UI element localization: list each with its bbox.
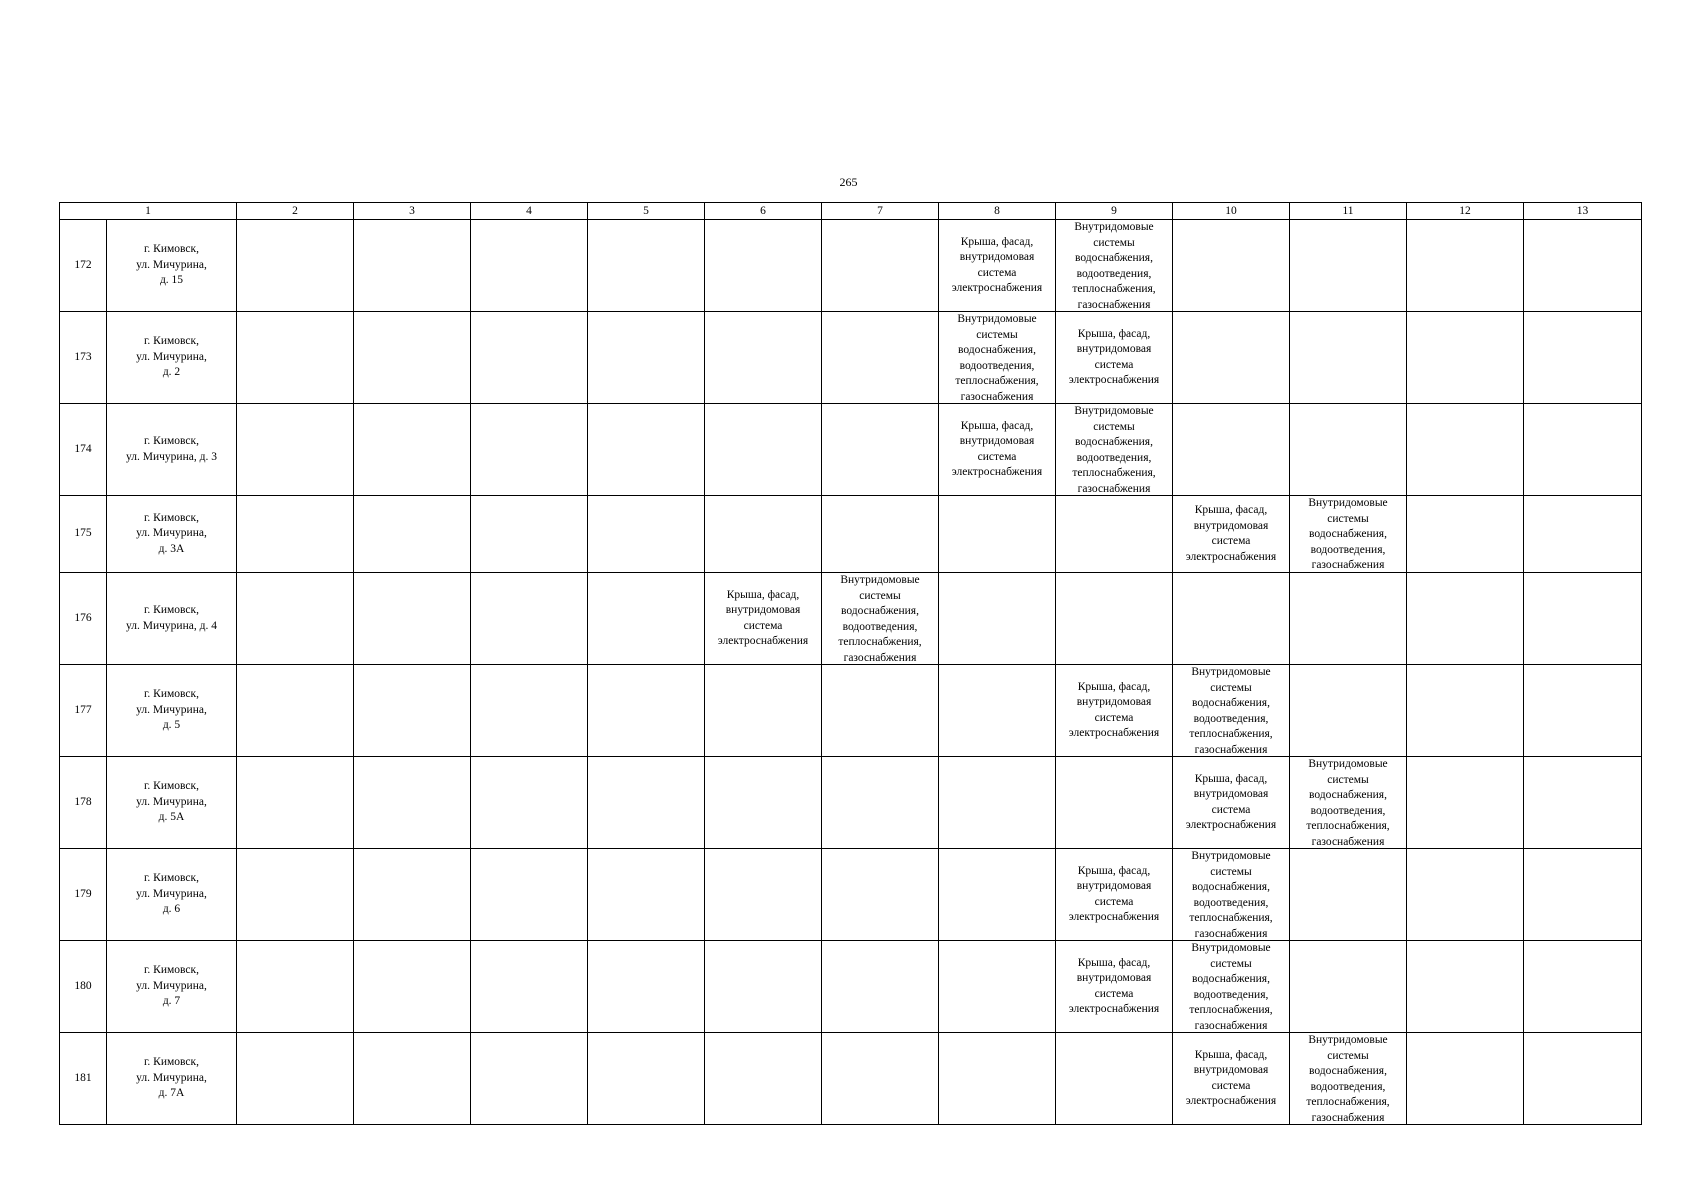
work-cell: [939, 220, 1056, 312]
column-header: 9: [1056, 203, 1173, 220]
work-cell: [1407, 573, 1524, 665]
address-cell: [107, 312, 237, 404]
table-body: [60, 220, 1642, 1125]
work-cell: [1524, 849, 1642, 941]
work-cell: [471, 312, 588, 404]
work-cell: [1524, 665, 1642, 757]
work-cell: [354, 941, 471, 1033]
address-cell: [107, 941, 237, 1033]
work-cell: [822, 1033, 939, 1125]
work-text: Крыша, фасад, внутридомовая система электроснабжения: [1185, 504, 1277, 563]
work-cell: [588, 404, 705, 496]
work-cell: [237, 404, 354, 496]
work-cell: [1173, 1033, 1290, 1125]
work-cell: [237, 312, 354, 404]
work-cell: [1056, 404, 1173, 496]
column-number-row: [60, 203, 1642, 220]
work-cell: [237, 665, 354, 757]
work-cell: [822, 220, 939, 312]
work-text: Крыша, фасад, внутридомовая система электроснабжения: [1185, 1048, 1277, 1107]
work-cell: [705, 757, 822, 849]
work-cell: [705, 665, 822, 757]
work-cell: [1407, 220, 1524, 312]
work-cell: [1056, 757, 1173, 849]
work-cell: [1524, 220, 1642, 312]
row-number: 181: [60, 1033, 107, 1125]
table-row: [60, 849, 1642, 941]
column-header: 4: [471, 203, 588, 220]
work-cell: [1056, 573, 1173, 665]
column-header: 13: [1524, 203, 1642, 220]
work-cell: [588, 849, 705, 941]
work-cell: [705, 941, 822, 1033]
address-text: г. Кимовск, ул. Мичурина, д. 15: [136, 243, 207, 287]
work-cell: [471, 404, 588, 496]
work-text: Внутридомовые системы водоснабжения, водоотведения, теплоснабжения, газоснабжения: [1072, 221, 1156, 311]
work-cell: [1524, 1033, 1642, 1125]
work-cell: [1173, 404, 1290, 496]
address-text: г. Кимовск, ул. Мичурина, д. 6: [136, 872, 207, 916]
work-text: Крыша, фасад, внутридомовая система электроснабжения: [1185, 772, 1277, 831]
work-cell: [1173, 573, 1290, 665]
work-cell: [237, 496, 354, 573]
work-cell: [1290, 573, 1407, 665]
work-cell: [1290, 1033, 1407, 1125]
table-row: [60, 1033, 1642, 1125]
work-cell: [939, 573, 1056, 665]
work-cell: [588, 757, 705, 849]
work-text: Внутридомовые системы водоснабжения, водоотведения, теплоснабжения, газоснабжения: [1306, 758, 1390, 848]
row-number: 179: [60, 849, 107, 941]
work-cell: [588, 665, 705, 757]
work-cell: [1524, 573, 1642, 665]
work-text: Крыша, фасад, внутридомовая система электроснабжения: [1068, 327, 1160, 386]
work-cell: [939, 1033, 1056, 1125]
row-number: 178: [60, 757, 107, 849]
work-cell: [1290, 404, 1407, 496]
work-cell: [471, 665, 588, 757]
work-cell: [822, 849, 939, 941]
work-cell: [354, 496, 471, 573]
work-cell: [471, 849, 588, 941]
work-cell: [588, 573, 705, 665]
work-text: Внутридомовые системы водоснабжения, водоотведения, теплоснабжения, газоснабжения: [1189, 666, 1273, 756]
work-text: Внутридомовые системы водоснабжения, водоотведения, газоснабжения: [1308, 497, 1388, 571]
work-cell: [1173, 665, 1290, 757]
work-cell: [588, 941, 705, 1033]
column-header: 11: [1290, 203, 1407, 220]
address-text: г. Кимовск, ул. Мичурина, д. 5: [136, 688, 207, 732]
work-cell: [1524, 757, 1642, 849]
work-cell: [939, 312, 1056, 404]
work-cell: [1524, 312, 1642, 404]
row-number: 173: [60, 312, 107, 404]
column-header: 1: [60, 203, 237, 220]
work-cell: [1173, 496, 1290, 573]
work-text: Крыша, фасад, внутридомовая система электроснабжения: [1068, 956, 1160, 1015]
table-row: [60, 220, 1642, 312]
work-cell: [471, 1033, 588, 1125]
work-cell: [471, 757, 588, 849]
work-cell: [588, 496, 705, 573]
column-header: 5: [588, 203, 705, 220]
work-cell: [1290, 220, 1407, 312]
row-number: 175: [60, 496, 107, 573]
work-cell: [354, 665, 471, 757]
work-cell: [471, 941, 588, 1033]
work-cell: [1407, 665, 1524, 757]
work-cell: [237, 757, 354, 849]
work-text: Крыша, фасад, внутридомовая система электроснабжения: [1068, 864, 1160, 923]
work-cell: [237, 849, 354, 941]
address-cell: [107, 496, 237, 573]
work-cell: [1290, 312, 1407, 404]
address-text: г. Кимовск, ул. Мичурина, д. 3А: [136, 511, 207, 555]
work-cell: [705, 220, 822, 312]
work-cell: [1056, 941, 1173, 1033]
work-cell: [1290, 757, 1407, 849]
work-cell: [237, 573, 354, 665]
work-cell: [471, 496, 588, 573]
work-cell: [1407, 941, 1524, 1033]
work-cell: [705, 312, 822, 404]
work-cell: [705, 1033, 822, 1125]
work-cell: [1407, 849, 1524, 941]
work-cell: [354, 312, 471, 404]
work-cell: [1524, 941, 1642, 1033]
work-cell: [1056, 312, 1173, 404]
work-cell: [1056, 665, 1173, 757]
repair-schedule-table: [59, 202, 1642, 1125]
column-header: 3: [354, 203, 471, 220]
table-row: [60, 941, 1642, 1033]
work-cell: [1407, 496, 1524, 573]
address-text: г. Кимовск, ул. Мичурина, д. 5А: [136, 780, 207, 824]
work-text: Внутридомовые системы водоснабжения, водоотведения, теплоснабжения, газоснабжения: [1189, 850, 1273, 940]
work-cell: [822, 573, 939, 665]
work-cell: [1290, 496, 1407, 573]
work-text: Крыша, фасад, внутридомовая система электроснабжения: [951, 235, 1043, 294]
work-cell: [354, 404, 471, 496]
work-cell: [1173, 220, 1290, 312]
work-cell: [237, 941, 354, 1033]
table-row: [60, 312, 1642, 404]
work-text: Внутридомовые системы водоснабжения, водоотведения, теплоснабжения, газоснабжения: [1072, 405, 1156, 495]
work-cell: [822, 496, 939, 573]
work-text: Крыша, фасад, внутридомовая система электроснабжения: [951, 419, 1043, 478]
work-cell: [1407, 404, 1524, 496]
work-cell: [1290, 665, 1407, 757]
work-cell: [354, 757, 471, 849]
row-number: 172: [60, 220, 107, 312]
work-cell: [1407, 757, 1524, 849]
work-text: Внутридомовые системы водоснабжения, водоотведения, теплоснабжения, газоснабжения: [838, 574, 922, 664]
work-cell: [1290, 941, 1407, 1033]
work-cell: [471, 573, 588, 665]
work-cell: [939, 941, 1056, 1033]
work-cell: [705, 573, 822, 665]
work-cell: [588, 312, 705, 404]
work-cell: [237, 220, 354, 312]
column-header: 6: [705, 203, 822, 220]
work-cell: [237, 1033, 354, 1125]
work-cell: [939, 849, 1056, 941]
column-header: 12: [1407, 203, 1524, 220]
work-cell: [1056, 220, 1173, 312]
work-cell: [1056, 1033, 1173, 1125]
work-cell: [939, 757, 1056, 849]
work-cell: [1524, 496, 1642, 573]
work-cell: [705, 404, 822, 496]
address-cell: [107, 1033, 237, 1125]
table-row: [60, 573, 1642, 665]
row-number: 180: [60, 941, 107, 1033]
work-cell: [939, 496, 1056, 573]
column-header: 8: [939, 203, 1056, 220]
address-cell: [107, 665, 237, 757]
address-cell: [107, 404, 237, 496]
address-text: г. Кимовск, ул. Мичурина, д. 7: [136, 964, 207, 1008]
work-cell: [1407, 1033, 1524, 1125]
work-cell: [822, 404, 939, 496]
work-cell: [588, 220, 705, 312]
page-number: 265: [839, 175, 858, 189]
address-text: г. Кимовск, ул. Мичурина, д. 4: [126, 604, 217, 632]
work-text: Внутридомовые системы водоснабжения, водоотведения, теплоснабжения, газоснабжения: [955, 313, 1039, 403]
table-row: [60, 496, 1642, 573]
address-text: г. Кимовск, ул. Мичурина, д. 2: [136, 335, 207, 379]
table-row: [60, 757, 1642, 849]
work-text: Крыша, фасад, внутридомовая система электроснабжения: [717, 588, 809, 647]
table-row: [60, 665, 1642, 757]
work-cell: [1173, 757, 1290, 849]
work-cell: [1173, 312, 1290, 404]
table-row: [60, 404, 1642, 496]
work-cell: [471, 220, 588, 312]
work-cell: [354, 1033, 471, 1125]
work-cell: [1173, 849, 1290, 941]
work-text: Внутридомовые системы водоснабжения, водоотведения, теплоснабжения, газоснабжения: [1306, 1034, 1390, 1124]
work-text: Крыша, фасад, внутридомовая система электроснабжения: [1068, 680, 1160, 739]
work-cell: [354, 220, 471, 312]
table-header: [60, 203, 1642, 220]
work-cell: [1290, 849, 1407, 941]
work-cell: [939, 665, 1056, 757]
column-header: 10: [1173, 203, 1290, 220]
address-cell: [107, 573, 237, 665]
work-cell: [822, 312, 939, 404]
work-cell: [1056, 496, 1173, 573]
row-number: 176: [60, 573, 107, 665]
work-cell: [705, 849, 822, 941]
work-text: Внутридомовые системы водоснабжения, водоотведения, теплоснабжения, газоснабжения: [1189, 942, 1273, 1032]
address-cell: [107, 849, 237, 941]
row-number: 177: [60, 665, 107, 757]
work-cell: [1407, 312, 1524, 404]
column-header: 7: [822, 203, 939, 220]
address-cell: [107, 757, 237, 849]
work-cell: [939, 404, 1056, 496]
work-cell: [822, 941, 939, 1033]
work-cell: [588, 1033, 705, 1125]
work-cell: [354, 849, 471, 941]
address-text: г. Кимовск, ул. Мичурина, д. 7А: [136, 1056, 207, 1100]
work-cell: [822, 665, 939, 757]
work-cell: [1056, 849, 1173, 941]
address-cell: [107, 220, 237, 312]
row-number: 174: [60, 404, 107, 496]
work-cell: [354, 573, 471, 665]
work-cell: [822, 757, 939, 849]
work-cell: [705, 496, 822, 573]
work-cell: [1524, 404, 1642, 496]
column-header: 2: [237, 203, 354, 220]
work-cell: [1173, 941, 1290, 1033]
address-text: г. Кимовск, ул. Мичурина, д. 3: [126, 435, 217, 463]
